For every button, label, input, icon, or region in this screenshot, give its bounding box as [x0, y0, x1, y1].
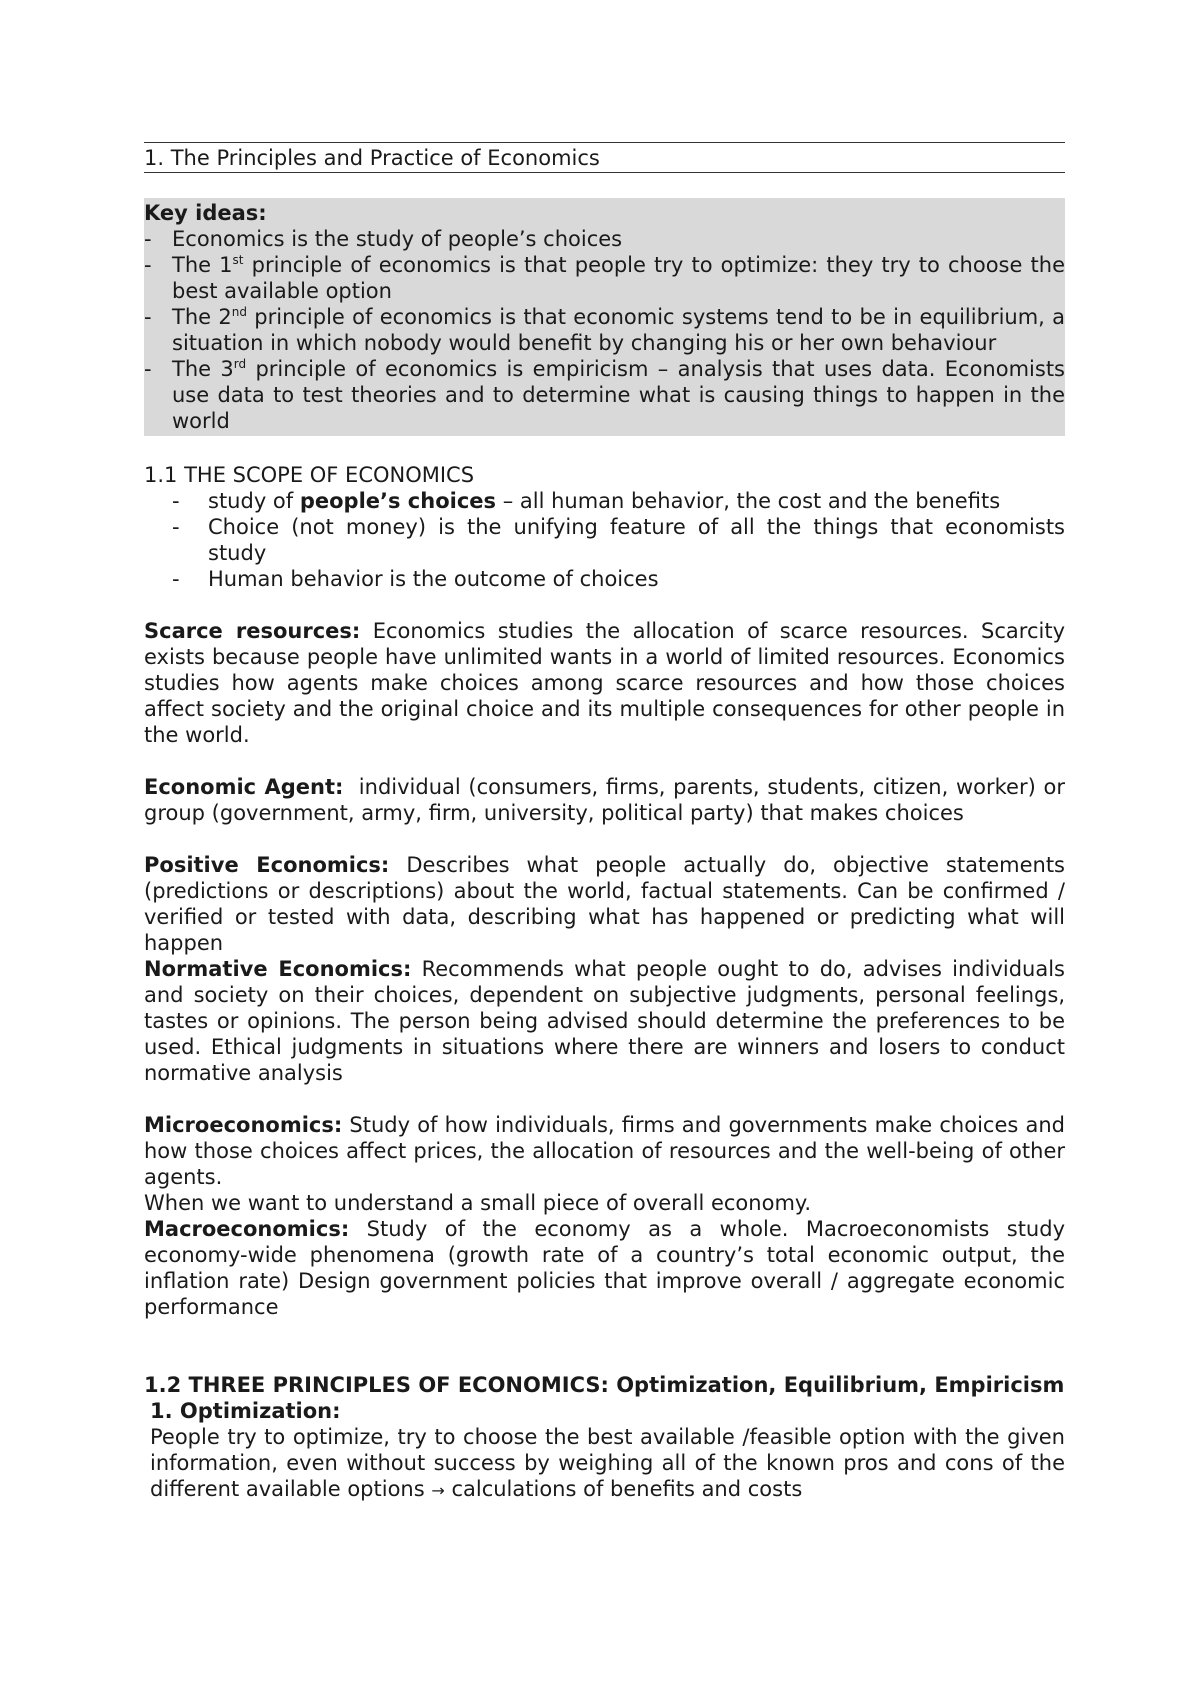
paragraph-scarce-resources: Scarce resources: Economics studies the allocation of scarce resources. Scarcity exists because people have unlimited wants in a world of limited resources. Economics studies how agents make choices among scarce resources and how those choices affect society and the original choice and its multiple consequences for other people in the world.	[144, 619, 1066, 747]
paragraph-economic-agent: Economic Agent: individual (consumers, firms, parents, students, citizen, worker) or group (government, army, firm, university, political party) that makes choices	[144, 775, 1072, 825]
document-page	[144, 142, 1072, 1504]
section-heading-three-principles: 1.2 THREE PRINCIPLES OF ECONOMICS: Optimization, Equilibrium, Empiricism	[144, 1373, 1065, 1397]
arrow-right-icon: →	[431, 1481, 445, 1500]
document-title: 1. The Principles and Practice of Economics	[144, 142, 1065, 173]
paragraph-microeconomics: Microeconomics: Study of how individuals, firms and governments make choices and how those choices affect prices, the allocation of resources and the well-being of other agents.	[144, 1113, 1065, 1189]
list-item: - The 1st principle of economics is that people try to optimize: they try to choose the best available option	[144, 253, 1066, 303]
subheading-optimization: 1. Optimization:	[150, 1399, 341, 1423]
list-item: - Human behavior is the outcome of choices	[172, 567, 659, 591]
scope-list	[144, 488, 1065, 592]
paragraph-normative-economics: Normative Economics: Recommends what people ought to do, advises individuals and society on their choices, dependent on subjective judgments, personal feelings, tastes or opinions. The person being advised should determine the preferences to be used. Ethical judgments in situations where there are winners and losers to conduct normative analysis	[144, 957, 1065, 1085]
paragraph-optimization: People try to optimize, try to choose the best available /feasible option with the given information, even without success by weighing all of the known pros and cons of the different available options → calculations of benefits and costs	[150, 1425, 1065, 1501]
list-item: - The 2nd principle of economics is that economic systems tend to be in equilibrium, a situation in which nobody would benefit by changing his or her own behaviour	[144, 305, 1066, 355]
list-item: - study of people’s choices – all human behavior, the cost and the benefits	[172, 489, 1001, 513]
key-ideas-heading: Key ideas:	[144, 201, 267, 225]
paragraph-macroeconomics: Macroeconomics: Study of the economy as a whole. Macroeconomists study economy-wide phenomena (growth rate of a country’s total economic output, the inflation rate) Design government policies that improve overall / aggregate economic performance	[144, 1217, 1065, 1319]
list-item: - Choice (not money) is the unifying feature of all the things that economists study	[172, 515, 1065, 565]
list-item: - The 3rd principle of economics is empiricism – analysis that uses data. Economists use data to test theories and to determine what is causing things to happen in the world	[144, 357, 1065, 433]
section-heading-scope: 1.1 THE SCOPE OF ECONOMICS	[144, 463, 475, 487]
list-item: - Economics is the study of people’s choices	[144, 227, 623, 251]
paragraph-micro-extra: When we want to understand a small piece of overall economy.	[144, 1191, 812, 1215]
paragraph-positive-economics: Positive Economics: Describes what people actually do, objective statements (predictions or descriptions) about the world, factual statements. Can be confirmed / verified or tested with data, describing what has happened or predicting what will happen	[144, 853, 1065, 955]
key-ideas-box	[144, 198, 1065, 436]
